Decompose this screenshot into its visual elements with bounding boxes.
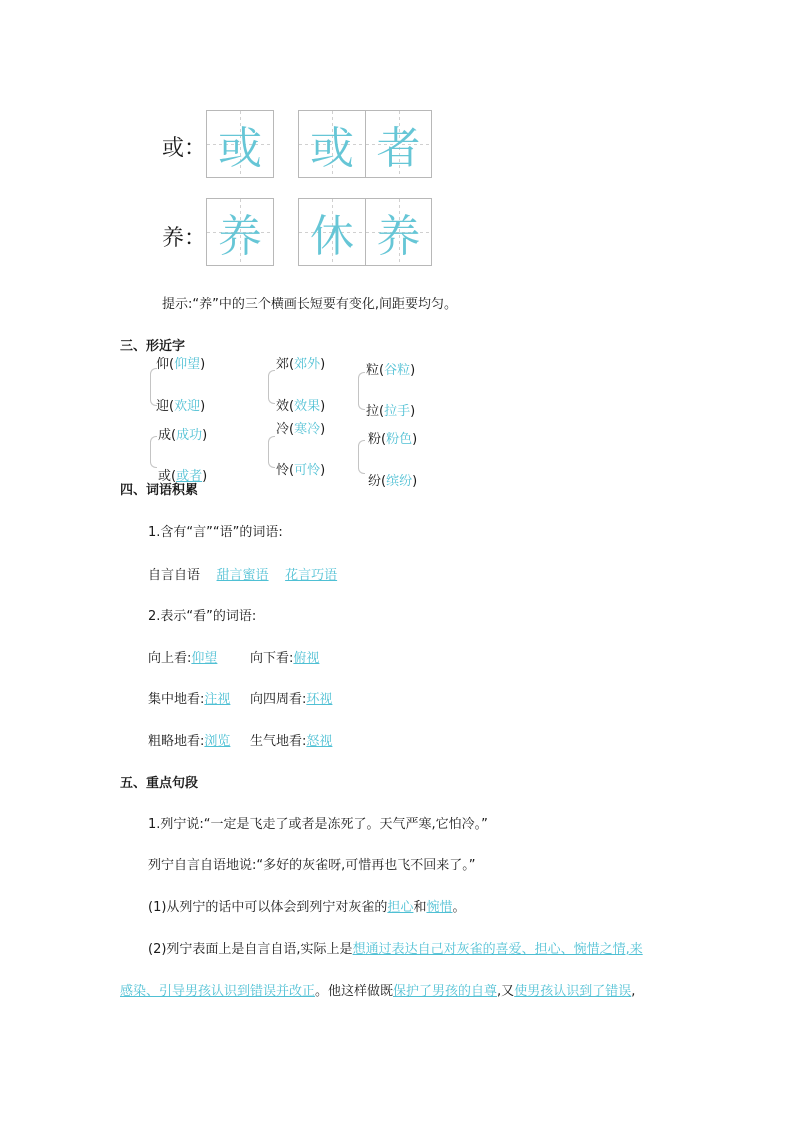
quote-1: 1.列宁说:“一定是飞走了或者是冻死了。天气严寒,它怕冷。” (148, 817, 488, 832)
brace (268, 370, 275, 404)
grid-cell: 养 (365, 199, 431, 265)
section5-title: 五、重点句段 (120, 776, 199, 791)
practice-grid-xiuyang (298, 198, 432, 266)
practice-grid-yang-single (206, 198, 274, 266)
word-list-1: 自言自语 甜言蜜语 花言巧语 (148, 568, 338, 583)
similar-char-item: 迎(欢迎) (156, 399, 206, 414)
similar-char-item: 成(成功) (158, 428, 208, 443)
similar-char-item: 拉(拉手) (366, 404, 416, 419)
similar-char-item: 粒(谷粒) (366, 363, 416, 378)
quote-2: 列宁自言自语地说:“多好的灰雀呀,可惜再也飞不回来了。” (148, 858, 476, 873)
similar-char-item: 怜(可怜) (276, 463, 326, 478)
brace (150, 436, 157, 468)
look-word-pair: 向四周看:环视 (250, 692, 333, 707)
grid-label-yang: 养： (162, 226, 207, 251)
grid-cell: 或 (299, 111, 365, 177)
question-1: 1.含有“言”“语”的词语: (148, 525, 283, 540)
look-word-pair: 集中地看:注视 (148, 692, 231, 707)
answer-2-line1: (2)列宁表面上是自言自语,实际上是想通过表达自己对灰雀的喜爱、担心、惋惜之情,来 (148, 942, 643, 957)
similar-char-item: 郊(郊外) (276, 357, 326, 372)
similar-char-item: 或(或者) (158, 469, 208, 484)
answer-1: (1)从列宁的话中可以体会到列宁对灰雀的担心和惋惜。 (148, 900, 466, 915)
grid-cell: 养 (207, 199, 273, 265)
writing-tip: 提示:“养”中的三个横画长短要有变化,间距要均匀。 (162, 297, 457, 312)
similar-char-item: 冷(寒冷) (276, 422, 326, 437)
brace (268, 436, 275, 468)
question-2: 2.表示“看”的词语: (148, 609, 257, 624)
section3-title: 三、形近字 (120, 339, 186, 354)
similar-char-item: 纷(缤纷) (368, 474, 418, 489)
practice-grid-huozhe (298, 110, 432, 178)
look-word-pair: 生气地看:怒视 (250, 734, 333, 749)
answer-2-line2: 感染、引导男孩认识到错误并改正。他这样做既保护了男孩的自尊,又使男孩认识到了错误, (120, 984, 636, 999)
look-word-pair: 向下看:俯视 (250, 651, 320, 666)
similar-char-item: 粉(粉色) (368, 432, 418, 447)
brace (358, 372, 365, 410)
look-word-pair: 粗略地看:浏览 (148, 734, 231, 749)
look-word-pair: 向上看:仰望 (148, 651, 218, 666)
grid-cell: 者 (365, 111, 431, 177)
practice-grid-huo-single (206, 110, 274, 178)
grid-cell: 或 (207, 111, 273, 177)
similar-char-item: 效(效果) (276, 399, 326, 414)
grid-cell: 休 (299, 199, 365, 265)
brace (358, 440, 365, 474)
grid-label-huo: 或： (162, 136, 207, 161)
similar-char-item: 仰(仰望) (156, 357, 206, 372)
section4-title: 四、词语积累 (120, 483, 199, 498)
